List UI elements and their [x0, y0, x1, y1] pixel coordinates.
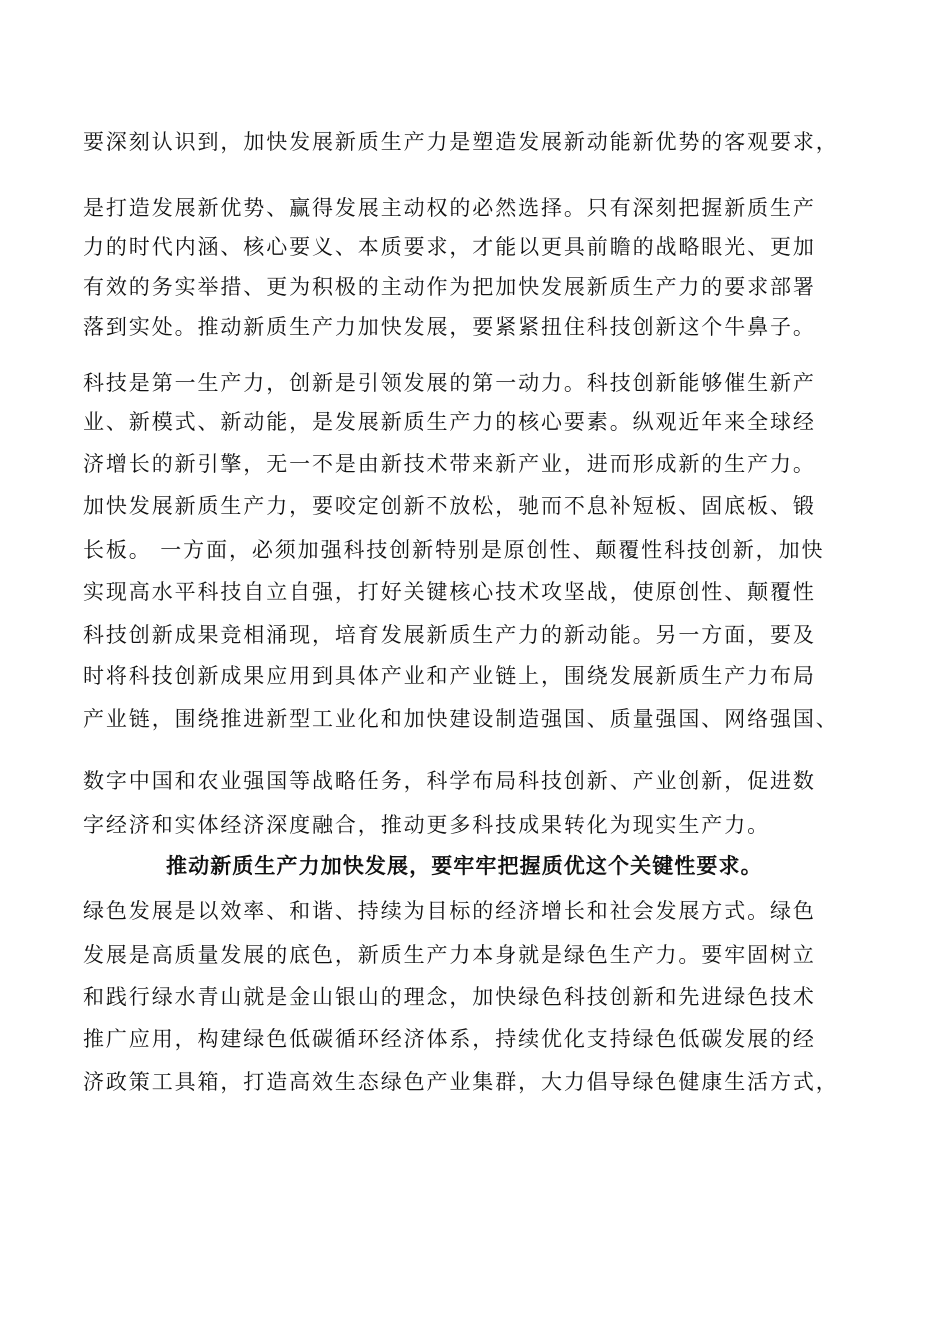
text-line: 和践行绿水青山就是金山银山的理念，加快绿色科技创新和先进绿色技术: [83, 985, 816, 1009]
text-line: 时将科技创新成果应用到具体产业和产业链上，围绕发展新质生产力布局: [83, 664, 816, 688]
text-line: 发展是高质量发展的底色，新质生产力本身就是绿色生产力。要牢固树立: [83, 943, 816, 967]
text-line: 有效的务实举措、更为积极的主动作为把加快发展新质生产力的要求部署: [83, 275, 816, 299]
text-line: 业、新模式、新动能，是发展新质生产力的核心要素。纵观近年来全球经: [83, 410, 816, 434]
text-line: 实现高水平科技自立自强，打好关键核心技术攻坚战，使原创性、颠覆性: [83, 580, 816, 604]
text-line: 济政策工具箱，打造高效生态绿色产业集群，大力倡导绿色健康生活方式，: [83, 1070, 839, 1094]
text-line: 绿色发展是以效率、和谐、持续为目标的经济增长和社会发展方式。绿色: [83, 899, 816, 923]
text-line: 落到实处。推动新质生产力加快发展，要紧紧扭住科技创新这个牛鼻子。: [83, 315, 816, 339]
text-line: 加快发展新质生产力，要咬定创新不放松，驰而不息补短板、固底板、锻: [83, 494, 816, 518]
text-line: 字经济和实体经济深度融合，推动更多科技成果转化为现实生产力。: [83, 813, 770, 837]
text-line: 科技是第一生产力，创新是引领发展的第一动力。科技创新能够催生新产: [83, 371, 816, 395]
text-line: 数字中国和农业强国等战略任务，科学布局科技创新、产业创新，促进数: [83, 769, 816, 793]
text-line: 要深刻认识到，加快发展新质生产力是塑造发展新动能新优势的客观要求，: [83, 130, 839, 154]
text-line: 长板。 一方面，必须加强科技创新特别是原创性、颠覆性科技创新，加快: [83, 538, 825, 562]
text-line: 是打造发展新优势、赢得发展主动权的必然选择。只有深刻把握新质生产: [83, 196, 816, 220]
text-line: 科技创新成果竞相涌现，培育发展新质生产力的新动能。另一方面，要及: [83, 623, 816, 647]
text-line: 力的时代内涵、核心要义、本质要求，才能以更具前瞻的战略眼光、更加: [83, 235, 816, 259]
text-line: 济增长的新引擎，无一不是由新技术带来新产业，进而形成新的生产力。: [83, 452, 816, 476]
bold-heading-line: 推动新质生产力加快发展，要牢牢把握质优这个关键性要求。: [166, 853, 763, 878]
text-line: 推广应用，构建绿色低碳循环经济体系，持续优化支持绿色低碳发展的经: [83, 1027, 816, 1051]
text-line: 产业链，围绕推进新型工业化和加快建设制造强国、质量强国、网络强国、: [83, 707, 839, 731]
